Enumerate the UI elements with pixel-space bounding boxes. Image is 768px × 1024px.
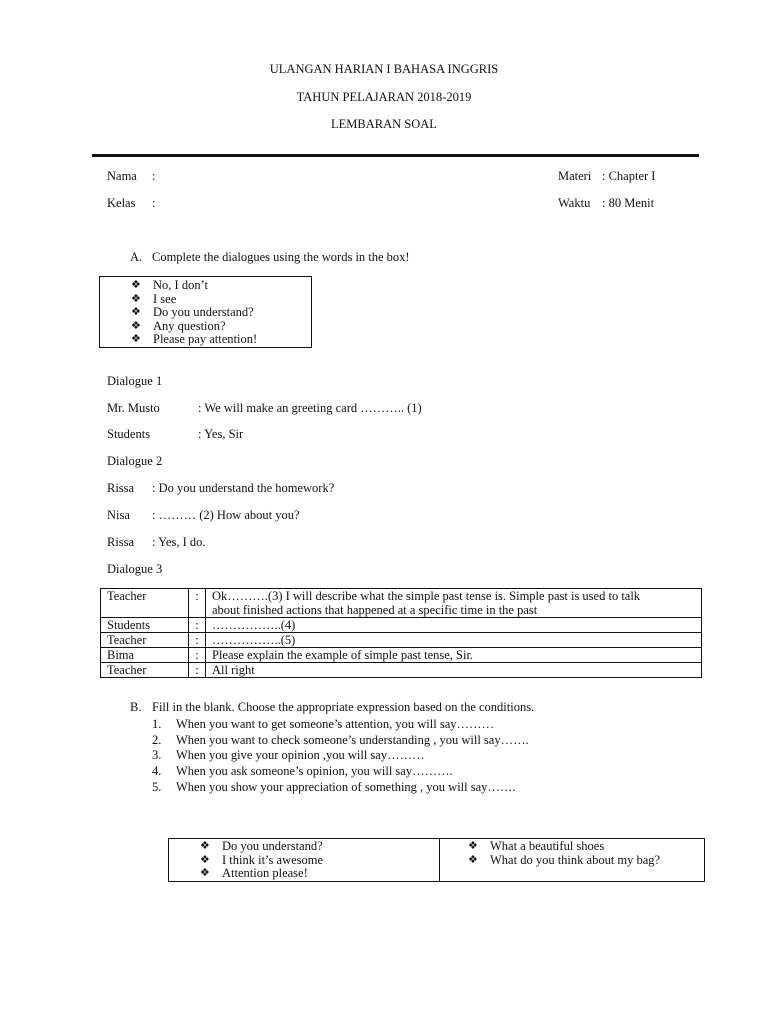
word-option: Do you understand?	[153, 305, 254, 320]
question-text: When you want to check someone’s understanding , you will say…….	[176, 732, 529, 747]
list-item	[131, 306, 311, 320]
materi-value: : Chapter I	[602, 169, 656, 183]
materi-label: Materi	[558, 169, 592, 183]
expression-option: What do you think about my bag?	[490, 852, 661, 867]
dialogue-speaker: Students	[107, 427, 151, 441]
dialogue-line: : Yes, I do.	[152, 535, 206, 549]
dialogue-line: : Yes, Sir	[198, 427, 244, 441]
diamond-bullet-icon: ❖	[131, 333, 141, 346]
line-cell: Please explain the example of simple past tense, Sir.	[206, 648, 702, 663]
expression-option: I think it’s awesome	[222, 852, 324, 867]
options-box	[168, 838, 705, 882]
diamond-bullet-icon: ❖	[468, 840, 478, 852]
table-row	[101, 663, 702, 678]
list-item	[200, 840, 323, 854]
question-item	[152, 717, 529, 733]
dialogue-line: : Do you understand the homework?	[152, 481, 335, 495]
line-cell: ……………..(4)	[206, 618, 702, 633]
word-option: No, I don’t	[153, 278, 208, 292]
word-option: Any question?	[153, 318, 226, 333]
list-item	[200, 854, 323, 868]
list-item	[131, 333, 311, 347]
dialogue-line: : We will make an greeting card ……….. (1)	[198, 401, 422, 415]
list-item	[131, 293, 311, 307]
question-number: 2.	[152, 732, 162, 747]
expression-option: Do you understand?	[222, 839, 323, 853]
list-item	[468, 840, 660, 854]
list-item	[200, 867, 323, 881]
list-item	[131, 279, 311, 293]
question-number: 4.	[152, 764, 162, 779]
expression-option: What a beautiful shoes	[490, 839, 605, 853]
line-cell: All right	[206, 663, 702, 678]
options-divider	[439, 839, 440, 881]
options-right-list	[468, 840, 660, 867]
list-item	[468, 854, 660, 868]
section-a-instruction: Complete the dialogues using the words in the box!	[152, 250, 410, 264]
question-text: When you give your opinion ,you will say………	[176, 748, 425, 763]
question-text: When you show your appreciation of something , you will say…….	[176, 779, 516, 794]
dialogue-speaker: Mr. Musto	[107, 401, 160, 415]
word-option: I see	[153, 291, 177, 306]
dialogue-line: : ……… (2) How about you?	[152, 508, 300, 522]
diamond-bullet-icon: ❖	[200, 840, 210, 852]
table-row	[101, 648, 702, 663]
question-item	[152, 780, 529, 796]
colon-cell: :	[189, 663, 206, 678]
options-left-list	[200, 840, 323, 881]
dialogue2-title: Dialogue 2	[107, 454, 163, 468]
diamond-bullet-icon: ❖	[468, 853, 478, 866]
diamond-bullet-icon: ❖	[200, 853, 210, 866]
line-text-continued: about finished actions that happened at a specific time in the past	[212, 603, 538, 617]
question-item	[152, 748, 529, 764]
dialogue-speaker: Rissa	[107, 481, 135, 495]
speaker-cell: Teacher	[101, 663, 189, 678]
nama-label: Nama	[107, 169, 137, 183]
doc-title: ULANGAN HARIAN I BAHASA INGGRIS	[269, 62, 499, 76]
school-year: TAHUN PELAJARAN 2018-2019	[296, 90, 472, 104]
table-row	[101, 618, 702, 633]
question-number: 1.	[152, 717, 162, 731]
dialogue-speaker: Nisa	[107, 508, 130, 522]
diamond-bullet-icon: ❖	[200, 867, 210, 880]
line-cell	[206, 589, 702, 618]
question-list	[152, 717, 529, 796]
question-item	[152, 733, 529, 749]
question-text: When you want to get someone’s attention, you will say………	[176, 717, 495, 731]
dialogue3-table	[100, 588, 702, 678]
question-number: 3.	[152, 748, 162, 763]
question-text: When you ask someone’s opinion, you will say……….	[176, 764, 453, 779]
word-option: Please pay attention!	[153, 332, 258, 347]
section-a-marker: A.	[130, 250, 143, 264]
waktu-value: : 80 Menit	[602, 196, 655, 210]
kelas-label: Kelas	[107, 196, 136, 210]
header-divider	[92, 154, 699, 157]
colon-cell: :	[189, 618, 206, 633]
diamond-bullet-icon: ❖	[131, 306, 141, 319]
expression-option: Attention please!	[222, 866, 308, 881]
sheet-title: LEMBARAN SOAL	[331, 117, 437, 131]
waktu-label: Waktu	[558, 196, 591, 210]
speaker-cell: Teacher	[101, 633, 189, 648]
section-b-marker: B.	[130, 700, 142, 714]
colon-cell: :	[189, 633, 206, 648]
list-item	[131, 320, 311, 334]
question-number: 5.	[152, 779, 162, 794]
dialogue1-title: Dialogue 1	[107, 374, 163, 388]
speaker-cell: Bima	[101, 648, 189, 663]
nama-colon: :	[152, 169, 156, 183]
colon-cell: :	[189, 648, 206, 663]
word-box-list	[131, 279, 311, 347]
colon-cell: :	[189, 589, 206, 618]
dialogue3-title: Dialogue 3	[107, 562, 163, 576]
diamond-bullet-icon: ❖	[131, 319, 141, 332]
diamond-bullet-icon: ❖	[131, 279, 141, 291]
kelas-colon: :	[152, 196, 156, 210]
question-item	[152, 764, 529, 780]
table-row	[101, 633, 702, 648]
line-text: Ok……….(3) I will describe what the simple past tense is. Simple past is used to talk	[212, 589, 641, 603]
dialogue-speaker: Rissa	[107, 535, 135, 549]
word-box	[99, 276, 312, 348]
line-cell: ……………..(5)	[206, 633, 702, 648]
table-row	[101, 589, 702, 618]
section-b-instruction: Fill in the blank. Choose the appropriate expression based on the conditions.	[152, 700, 535, 714]
speaker-cell: Students	[101, 618, 189, 633]
diamond-bullet-icon: ❖	[131, 292, 141, 305]
speaker-cell: Teacher	[101, 589, 189, 618]
